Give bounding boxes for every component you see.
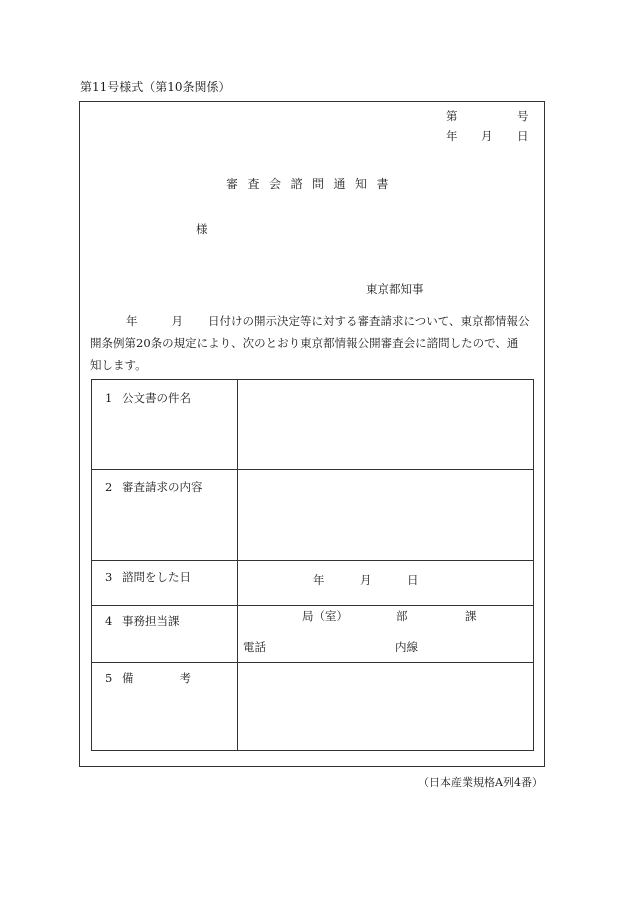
row-number: 4 [105, 614, 113, 628]
number-prefix: 第 [446, 109, 458, 123]
row-number: 1 [105, 391, 113, 405]
row-label-text: 諮問をした日 [122, 570, 191, 584]
body-line-3: 知します。 [90, 358, 147, 372]
body-line-1 [90, 310, 536, 332]
document-title: 審査会諮問通知書 [226, 177, 399, 191]
row-number: 2 [105, 480, 113, 494]
sender-name: 東京都知事 [366, 282, 424, 296]
column-divider [237, 380, 238, 750]
addressee-suffix: 様 [196, 222, 208, 236]
row-number: 3 [105, 570, 113, 584]
paper-size-note: （日本産業規格A列4番） [418, 776, 543, 789]
consult-year: 年 [313, 573, 325, 587]
body-line-2: 開条例第20条の規定により、次のとおり東京都情報公開審査会に諮問したので、通 [90, 336, 519, 350]
row-label-text: 事務担当課 [122, 614, 180, 628]
consult-month: 月 [360, 573, 372, 587]
row-label-text: 公文書の件名 [122, 391, 191, 405]
row-label-text: 審査請求の内容 [122, 480, 203, 494]
row-label-department [105, 613, 180, 629]
body-month: 月 [171, 314, 183, 328]
row-label-consult-date [105, 569, 191, 585]
number-suffix: 号 [517, 109, 529, 123]
body-line-1-rest: 日付けの開示決定等に対する審査請求について、東京都情報公 [208, 314, 530, 328]
body-text [90, 310, 536, 376]
date-month: 月 [481, 129, 493, 143]
extension-label: 内線 [395, 640, 418, 654]
date-year: 年 [446, 129, 458, 143]
body-year: 年 [126, 314, 138, 328]
department-bureau: 局（室） [302, 609, 348, 623]
consult-day: 日 [407, 573, 419, 587]
row-label-document-title [105, 390, 191, 406]
department-division: 部 [396, 609, 408, 623]
row-divider [92, 662, 533, 663]
row-divider [92, 469, 533, 470]
phone-label: 電話 [243, 640, 266, 654]
info-table [91, 379, 534, 751]
department-section: 課 [465, 609, 477, 623]
row-divider [92, 605, 533, 606]
row-divider [92, 560, 533, 561]
date-day: 日 [517, 129, 529, 143]
row-label-request-content [105, 479, 203, 495]
form-caption: 第11号様式（第10条関係） [80, 80, 231, 94]
row-label-text: 備 考 [122, 671, 191, 685]
row-number: 5 [105, 671, 113, 685]
row-label-remarks [105, 670, 191, 686]
